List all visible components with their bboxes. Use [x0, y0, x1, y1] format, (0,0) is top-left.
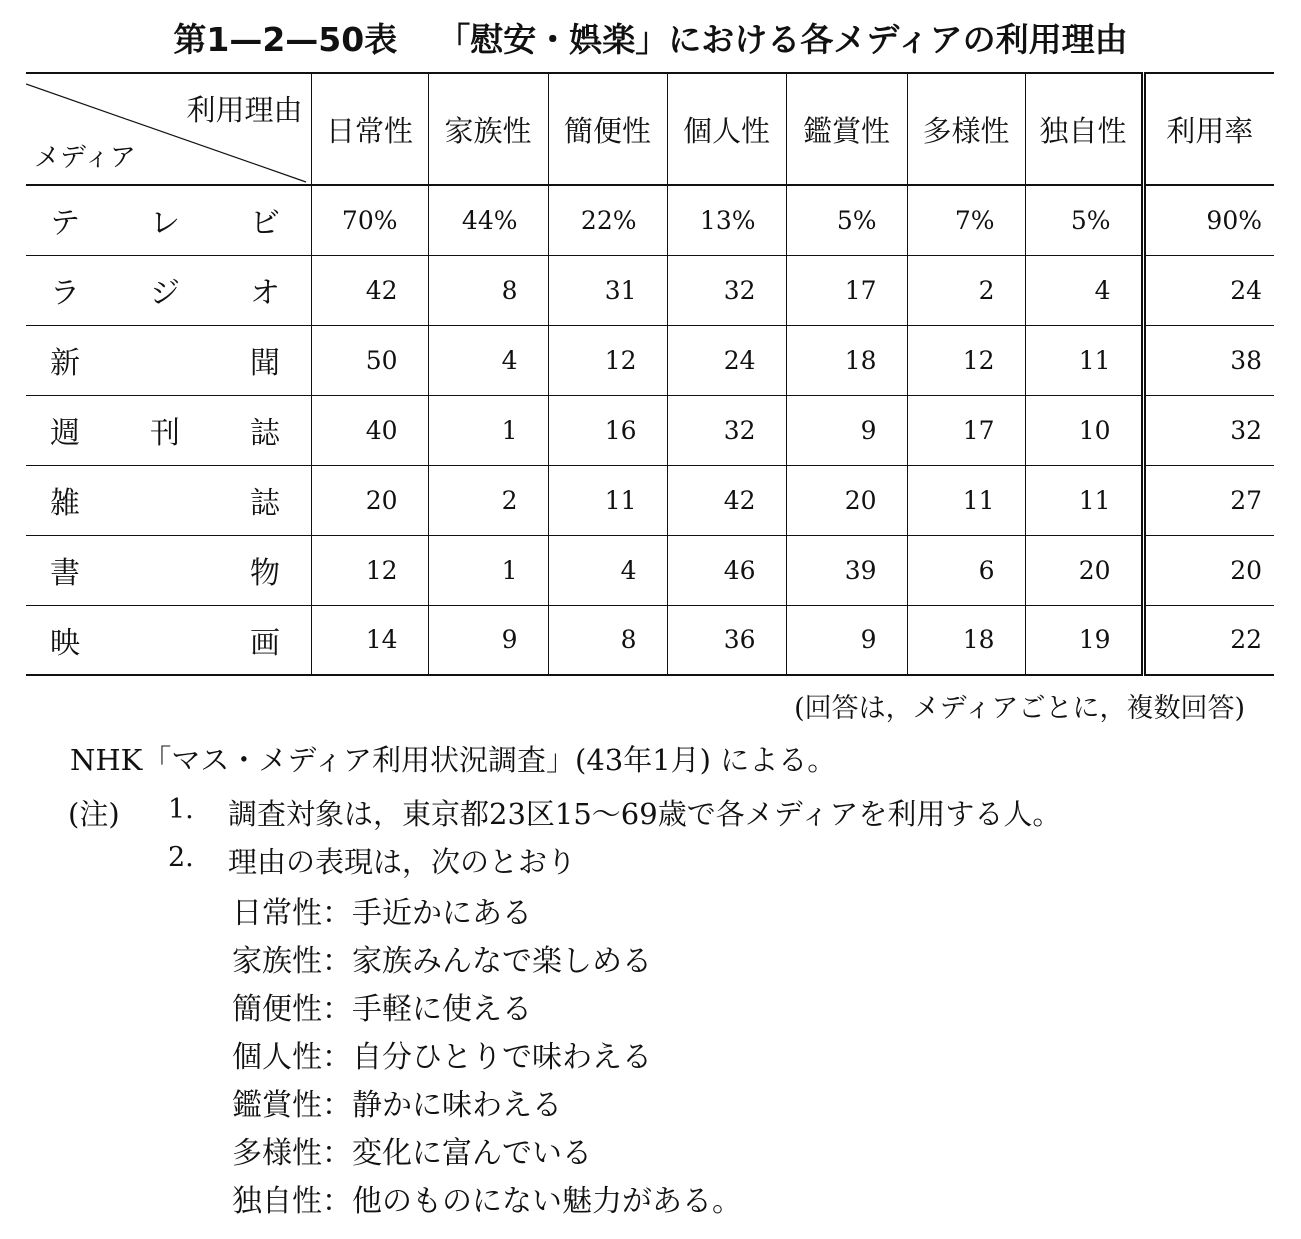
notes-label: (注): [68, 797, 120, 831]
note-number: 2.: [168, 842, 194, 873]
definition-desc: 他のものにない魅力がある。: [352, 1184, 742, 1219]
media-char: ビ: [250, 206, 280, 242]
value-cell: 46: [667, 535, 786, 605]
media-char: ジ: [150, 276, 180, 311]
value-cell: 32: [667, 395, 786, 465]
note-number: 1.: [168, 794, 194, 825]
definition-desc: 手近かにある: [352, 896, 532, 931]
value-cell: 36: [667, 605, 786, 675]
value-cell: 32: [667, 255, 786, 325]
col-header-usage-rate: 利用率: [1143, 73, 1274, 185]
definition-item: [232, 1034, 742, 1082]
usage-rate-cell: 90%: [1143, 185, 1274, 255]
value-cell: 10: [1025, 395, 1143, 465]
value-cell: 12: [548, 325, 667, 395]
media-char: 書: [50, 556, 80, 591]
value-cell: 11: [1025, 325, 1143, 395]
value-cell: 4: [548, 535, 667, 605]
table-row: [26, 605, 1274, 675]
value-cell: 12: [311, 535, 428, 605]
value-cell: 8: [548, 605, 667, 675]
definition-desc: 手軽に使える: [352, 992, 532, 1027]
value-cell: 5%: [786, 185, 907, 255]
value-cell: 9: [786, 605, 907, 675]
usage-rate-cell: 24: [1143, 255, 1274, 325]
note-text: 理由の表現は，次のとおり: [228, 845, 577, 879]
media-cell: [26, 465, 311, 535]
usage-rate-cell: 27: [1143, 465, 1274, 535]
table-row: [26, 325, 1274, 395]
col-header: 多様性: [907, 73, 1025, 185]
definition-separator: ：: [322, 992, 352, 1027]
value-cell: 18: [907, 605, 1025, 675]
definition-list: [232, 890, 742, 1226]
corner-label-media: メディア: [34, 143, 136, 173]
media-char: 週: [50, 416, 80, 451]
corner-label-reason: 利用理由: [186, 93, 303, 127]
value-cell: 22%: [548, 185, 667, 255]
definition-separator: ：: [322, 1184, 352, 1219]
definition-term: 簡便性: [232, 992, 322, 1027]
media-char: 物: [250, 556, 280, 591]
value-cell: 5%: [1025, 185, 1143, 255]
media-char: オ: [250, 276, 280, 311]
definition-item: [232, 1178, 742, 1226]
usage-rate-cell: 20: [1143, 535, 1274, 605]
usage-rate-cell: 32: [1143, 395, 1274, 465]
definition-term: 日常性: [232, 896, 322, 931]
value-cell: 11: [907, 465, 1025, 535]
media-name: [50, 268, 280, 312]
col-header: 個人性: [667, 73, 786, 185]
value-cell: 20: [786, 465, 907, 535]
media-char: 聞: [250, 346, 280, 381]
definition-term: 独自性: [232, 1184, 322, 1219]
media-name: [50, 408, 280, 452]
media-char: 新: [50, 346, 80, 381]
definition-item: [232, 938, 742, 986]
media-cell: [26, 535, 311, 605]
value-cell: 1: [428, 395, 548, 465]
value-cell: 11: [548, 465, 667, 535]
definition-item: [232, 986, 742, 1034]
definition-desc: 家族みんなで楽しめる: [352, 944, 652, 979]
value-cell: 16: [548, 395, 667, 465]
media-name: [50, 478, 280, 522]
table-number: 第1—2—50表: [173, 20, 398, 59]
value-cell: 39: [786, 535, 907, 605]
value-cell: 7%: [907, 185, 1025, 255]
value-cell: 70%: [311, 185, 428, 255]
definition-desc: 静かに味わえる: [352, 1088, 562, 1123]
value-cell: 11: [1025, 465, 1143, 535]
media-char: テ: [50, 206, 80, 242]
media-name: [50, 548, 280, 592]
definition-term: 家族性: [232, 944, 322, 979]
value-cell: 9: [428, 605, 548, 675]
media-name: [50, 338, 280, 382]
media-char: 刊: [150, 416, 180, 451]
media-char: 誌: [250, 486, 280, 521]
table-body: [26, 185, 1274, 675]
table-caption: 「慰安・娯楽」における各メディアの利用理由: [437, 20, 1128, 59]
value-cell: 4: [1025, 255, 1143, 325]
definition-separator: ：: [322, 896, 352, 931]
definition-separator: ：: [322, 944, 352, 979]
usage-rate-cell: 22: [1143, 605, 1274, 675]
source-note: NHK「マス・メディア利用状況調査」(43年1月) による。: [70, 743, 837, 777]
media-char: 映: [50, 625, 80, 661]
media-name: [50, 198, 280, 242]
value-cell: 17: [786, 255, 907, 325]
value-cell: 20: [311, 465, 428, 535]
media-name: [50, 618, 280, 662]
col-header: 簡便性: [548, 73, 667, 185]
corner-header: [26, 73, 311, 185]
footnote: (回答は，メディアごとに，複数回答): [794, 693, 1245, 724]
value-cell: 24: [667, 325, 786, 395]
table-title: [0, 14, 1301, 66]
definition-item: [232, 1082, 742, 1130]
value-cell: 42: [667, 465, 786, 535]
definition-term: 多様性: [232, 1136, 322, 1171]
definition-separator: ：: [322, 1088, 352, 1123]
col-header: 鑑賞性: [786, 73, 907, 185]
col-header: 日常性: [311, 73, 428, 185]
media-char: レ: [150, 206, 180, 242]
media-cell: [26, 605, 311, 675]
media-char: 雑: [50, 486, 80, 521]
value-cell: 31: [548, 255, 667, 325]
definition-desc: 自分ひとりで味わえる: [352, 1040, 652, 1075]
value-cell: 8: [428, 255, 548, 325]
definition-separator: ：: [322, 1040, 352, 1075]
definition-item: [232, 890, 742, 938]
media-cell: [26, 325, 311, 395]
col-header: 独自性: [1025, 73, 1143, 185]
value-cell: 40: [311, 395, 428, 465]
value-cell: 2: [907, 255, 1025, 325]
value-cell: 20: [1025, 535, 1143, 605]
usage-reasons-table: [26, 72, 1274, 676]
value-cell: 12: [907, 325, 1025, 395]
value-cell: 13%: [667, 185, 786, 255]
definition-desc: 変化に富んでいる: [352, 1136, 592, 1171]
value-cell: 50: [311, 325, 428, 395]
media-char: 画: [250, 625, 280, 661]
value-cell: 42: [311, 255, 428, 325]
value-cell: 4: [428, 325, 548, 395]
header-row: [26, 73, 1274, 185]
media-char: ラ: [50, 276, 80, 311]
note-text: 調査対象は，東京都23区15～69歳で各メディアを利用する人。: [228, 797, 1062, 831]
table-row: [26, 255, 1274, 325]
value-cell: 9: [786, 395, 907, 465]
definition-item: [232, 1130, 742, 1178]
media-cell: [26, 395, 311, 465]
usage-rate-cell: 38: [1143, 325, 1274, 395]
definition-term: 個人性: [232, 1040, 322, 1075]
media-cell: [26, 255, 311, 325]
value-cell: 17: [907, 395, 1025, 465]
value-cell: 2: [428, 465, 548, 535]
value-cell: 1: [428, 535, 548, 605]
media-cell: [26, 185, 311, 255]
table-row: [26, 465, 1274, 535]
value-cell: 6: [907, 535, 1025, 605]
value-cell: 19: [1025, 605, 1143, 675]
value-cell: 44%: [428, 185, 548, 255]
table-row: [26, 395, 1274, 465]
value-cell: 18: [786, 325, 907, 395]
table-row: [26, 185, 1274, 255]
media-char: 誌: [250, 416, 280, 451]
definition-separator: ：: [322, 1136, 352, 1171]
table-row: [26, 535, 1274, 605]
value-cell: 14: [311, 605, 428, 675]
definition-term: 鑑賞性: [232, 1088, 322, 1123]
col-header: 家族性: [428, 73, 548, 185]
